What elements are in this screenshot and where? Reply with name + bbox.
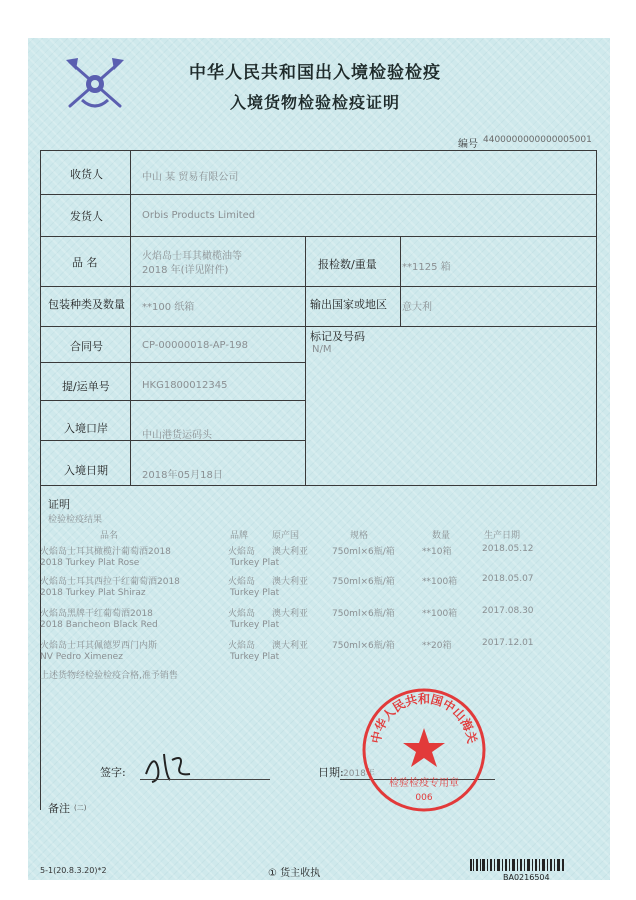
barcode-icon [470,859,565,871]
item-date: 2018.05.12 [482,544,534,554]
goods-item-row [40,544,600,576]
marks-label: 标记及号码 [310,330,365,343]
item-qty: **100箱 [422,577,458,587]
stamp-inner-text: 检验检疫专用章 [389,778,459,789]
remarks-subtitle: 检验检疫结果 [48,515,103,525]
item-brand: 火焰岛 [228,547,256,557]
item-name-cn: 火焰岛士耳其佩德罗西门内斯 [40,641,158,651]
item-brand-en: Turkey Plat [230,558,280,568]
origin-country-value: 意大利 [402,302,432,313]
item-qty: **10箱 [422,547,452,557]
entry-date-value: 2018年05月18日 [142,470,223,481]
col-header-origin: 原产国 [272,531,300,541]
item-name-en: NV Pedro Ximenez [40,652,123,662]
consignee-label: 收货人 [70,168,103,181]
entry-date-label: 入境日期 [64,464,108,477]
package-label: 包装种类及数量 [48,298,125,311]
goods-item-row [40,574,600,606]
consignee-value: 中山 某 贸易有限公司 [142,172,239,183]
package-value: **100 纸箱 [142,302,195,313]
certificate-title: 入境货物检验检疫证明 [229,93,400,112]
date-value: 2018年 [343,769,375,779]
inspection-emblem-icon [62,56,128,112]
consignor-value: Orbis Products Limited [142,210,256,221]
item-name-cn: 火焰岛士耳其西拉干红葡萄酒2018 [40,577,180,587]
item-origin: 澳大利亚 [272,547,309,557]
item-date: 2018.05.07 [482,574,534,584]
contract-label: 合同号 [70,340,103,353]
item-brand: 火焰岛 [228,577,256,587]
certificate-number-label: 编号 [458,139,478,150]
item-spec: 750ml×6瓶/箱 [332,547,395,557]
authority-title: 中华人民共和国出入境检验检疫 [189,63,441,83]
stamp-code: 006 [415,793,433,803]
item-origin: 澳大利亚 [272,641,309,651]
item-name-cn: 火焰岛士耳其橄榄汁葡萄酒2018 [40,547,171,557]
official-stamp-icon [360,686,488,814]
item-date: 2017.08.30 [482,606,534,616]
signature-label: 签字: [100,766,126,779]
bill-of-lading-label: 提/运单号 [62,380,110,393]
goods-value-line2: 2018 年(详见附件) [142,265,229,276]
quantity-weight-label: 报检数/重量 [318,258,377,271]
col-header-qty: 数量 [432,531,451,541]
col-header-brand: 品牌 [230,531,249,541]
inspection-conclusion: 上述货物经检验检疫合格,准予销售 [40,671,178,681]
remarks-title: 证明 [48,498,70,511]
goods-item-row [40,606,600,638]
contract-value: CP-00000018-AP-198 [142,340,249,351]
bill-of-lading-value: HKG1800012345 [142,380,228,391]
goods-label: 品 名 [72,256,98,269]
stamp-ring-text: 中华人民共和国中山海关 [368,691,480,745]
item-date: 2017.12.01 [482,638,534,648]
item-name-en: 2018 Bancheon Black Red [40,620,158,630]
col-header-name: 品名 [100,531,119,541]
origin-country-label: 输出国家或地区 [310,298,387,311]
item-brand: 火焰岛 [228,641,256,651]
item-brand: 火焰岛 [228,609,256,619]
signature-line [140,779,270,780]
quantity-weight-value: **1125 箱 [402,262,451,273]
form-grid [40,150,597,810]
entry-port-value: 中山港货运码头 [142,430,212,441]
item-brand-en: Turkey Plat [230,588,280,598]
item-spec: 750ml×6瓶/箱 [332,577,395,587]
item-spec: 750ml×6瓶/箱 [332,609,395,619]
date-label: 日期: [318,766,344,779]
entry-port-label: 入境口岸 [64,422,108,435]
item-name-en: 2018 Turkey Plat Shiraz [40,588,146,598]
copy-label: ① 货主收执 [268,868,321,879]
marks-value: N/M [312,344,332,355]
item-name-cn: 火焰岛黑牌干红葡萄酒2018 [40,609,153,619]
consignor-label: 发货人 [70,210,103,223]
handwritten-signature-icon [140,746,200,786]
item-name-en: 2018 Turkey Plat Rose [40,558,140,568]
item-qty: **20箱 [422,641,452,651]
certificate-number-value: 4400000000000005001 [483,135,592,145]
remark-label: 备注 [48,802,70,815]
goods-value-line1: 火焰岛士耳其橄榄油等 [142,251,242,262]
col-header-spec: 规格 [350,531,369,541]
item-qty: **100箱 [422,609,458,619]
item-brand-en: Turkey Plat [230,620,280,630]
item-origin: 澳大利亚 [272,609,309,619]
item-spec: 750ml×6瓶/箱 [332,641,395,651]
col-header-date: 生产日期 [484,531,521,541]
form-code: 5-1(20.8.3.20)*2 [40,866,107,875]
serial-number: BA0216504 [503,873,550,882]
remark-sub: (二) [74,804,87,812]
item-origin: 澳大利亚 [272,577,309,587]
item-brand-en: Turkey Plat [230,652,280,662]
goods-item-row [40,638,600,670]
